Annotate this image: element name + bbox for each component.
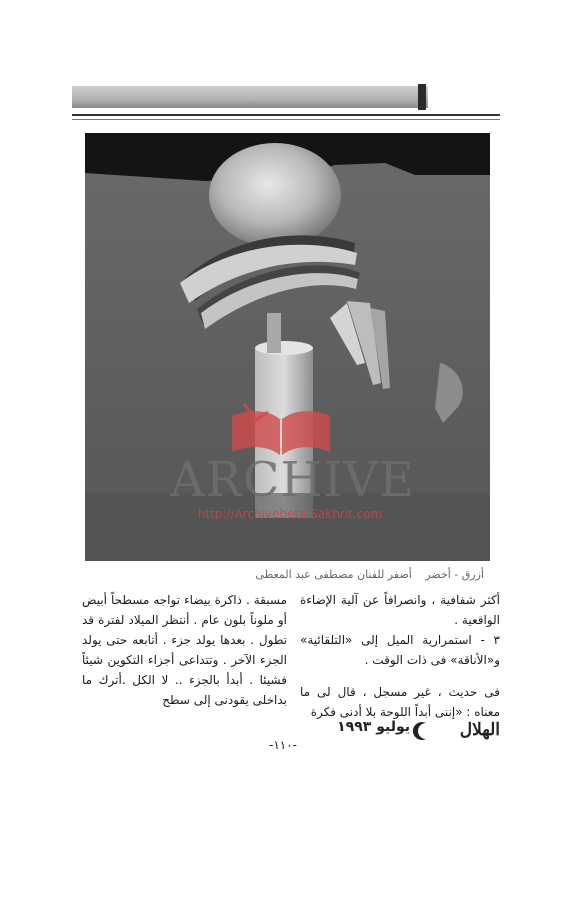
- page-number: -١١٠-: [268, 738, 298, 752]
- paragraph: أكثر شفافية ، وانصرافاً عن آلية الإضاءة الواقعية .: [300, 593, 500, 627]
- paragraph: ٣ - استمرارية الميل إلى «التلقائية» و«الأناقة» فى ذات الوقت .: [300, 633, 500, 667]
- archive-watermark-logo: [226, 398, 336, 460]
- magazine-name: الهلال: [459, 720, 500, 740]
- caption-colors: أزرق - أخضر: [425, 568, 484, 581]
- header-bar: [72, 86, 428, 108]
- paragraph: فى حديث ، غير مسجل ، قال لى ما معناه : «إننى أبداً اللوحة بلا أدنى فكرة: [300, 685, 500, 719]
- header-rule: [72, 114, 500, 116]
- crescent-icon: [412, 721, 432, 741]
- text-column-right: [300, 590, 500, 722]
- paragraph: مسبقة . ذاكرة بيضاء تواجه مسطحاً أبيض أو ملوناً بلون عام . أنتظر الميلاد لفترة قد تطول . بعدها يولد جزء . أتابعه حتى يولد الجزء الآخر . وتتداعى أجزاء التكوين شيئاً فشيئا . أبدأ بالجزء .. لا الكل .أترك ما بداخلى يقودنى إلى سطح: [82, 593, 287, 707]
- archive-watermark-text: ARCHIVE: [170, 452, 416, 508]
- header-bar-end: [418, 84, 426, 110]
- photo-caption: [154, 568, 484, 581]
- archive-watermark-url: http://Archivebeta.Sakhrit.com: [197, 507, 383, 521]
- header-rule-thin: [72, 119, 500, 120]
- magazine-logo: [410, 718, 500, 742]
- caption-title: أصفر للفنان مصطفى عبد المعطى: [255, 568, 412, 581]
- issue-date: يوليو ١٩٩٣: [337, 719, 410, 735]
- text-column-left: [82, 590, 287, 710]
